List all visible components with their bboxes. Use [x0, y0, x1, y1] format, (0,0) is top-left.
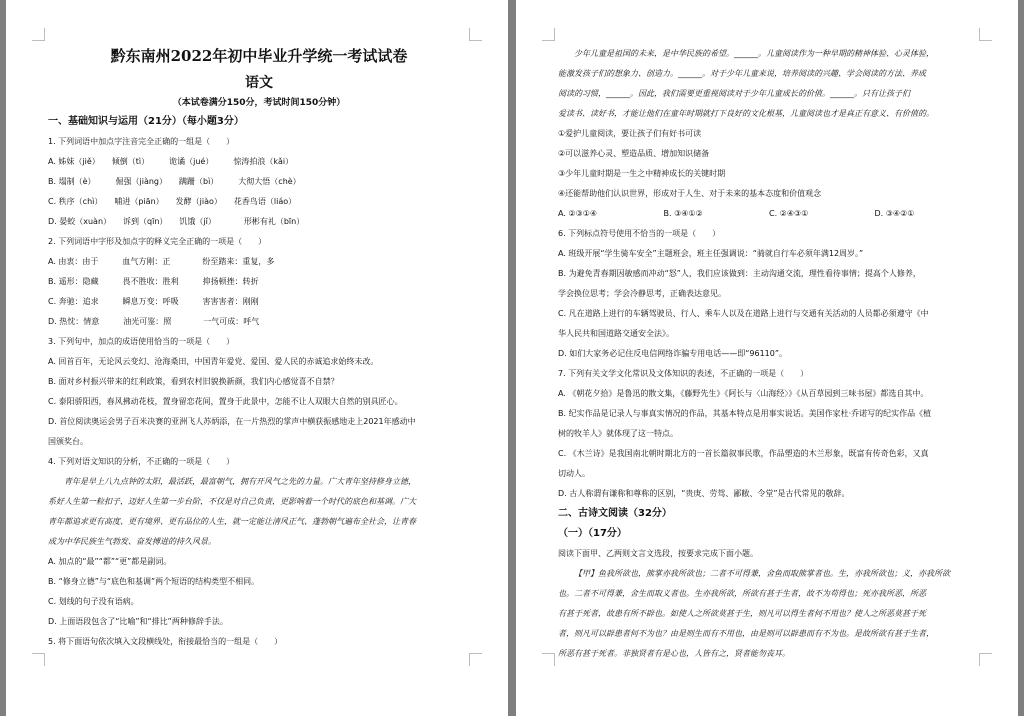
- option-b: B. ③④①②: [663, 209, 703, 218]
- option-a: A. ②③①④: [558, 209, 598, 218]
- option-line: A. 由衷：由于 血气方刚：正 纷至踏来：重复，多: [48, 257, 275, 266]
- corner-mark: [542, 28, 555, 41]
- passage-line: 阅读的习惯，______。因此，我们需要更重视阅读对于少年儿童成长的价值。______。只有让孩子们: [558, 89, 910, 98]
- option-line: C. 凡在道路上进行的车辆驾驶员、行人、乘车人以及在道路上进行与交通有关活动的人员都必须遵守《中: [558, 309, 929, 318]
- classical-text-line: 者，则凡可以辟患者何不为也？由是则生而有不用也，由是则可以辟患而有不为也。是故所欲有甚于生者，: [558, 629, 934, 638]
- document-page-right: [516, 0, 1018, 716]
- option-line: D. 如们大家务必记住反电信网络诈骗专用电话——即“96110”。: [558, 349, 787, 358]
- option-line: A. 姊妹（jiě） 倾倒（tì） 诡谲（jué） 惊涛拍浪（kǎi）: [48, 157, 294, 166]
- classical-text-line: 也。二者不可得兼，舍生而取义者也。生亦我所欲，所欲有甚于生者，故不为苟得也；死亦我所恶，所恶: [558, 589, 926, 598]
- list-item: ①爱护儿童阅读，要让孩子们有好书可读: [558, 129, 702, 138]
- option-line: A. 回首百年，无论风云变幻、沧海桑田，中国青年爱党、爱国、爱人民的赤诚追求始终未改。: [48, 357, 379, 366]
- corner-mark: [469, 28, 482, 41]
- option-line: 华人民共和国道路交通安全法》。: [558, 329, 674, 338]
- option-line: D. 古人称谓有谦称和尊称的区别，“贵庚、劳驾、鄙敝、令堂”是古代常见的敬辞。: [558, 489, 850, 498]
- document-page-left: [6, 0, 508, 716]
- option-line: C. 划线的句子没有语病。: [48, 597, 139, 606]
- question-stem: 6. 下列标点符号使用不恰当的一项是（ ）: [558, 229, 721, 238]
- list-item: ②可以滋养心灵、塑造品质、增加知识储备: [558, 149, 710, 158]
- option-line: B. “修身立德”与“底色和基调”两个短语的结构类型不相同。: [48, 577, 260, 586]
- option-line: 国颁奖台。: [48, 437, 88, 446]
- passage-line: 青年都追求更有高度、更有境界、更有品位的人生，就一定能让清风正气、蓬勃朝气遍布全社会，让青春: [48, 517, 416, 526]
- passage-line: 成为中华民族生气勃发、奋发搏进的持久风景。: [48, 537, 216, 546]
- list-item: ④还能帮助他们认识世界，形成对于人生、对于未来的基本态度和价值观念: [558, 189, 822, 198]
- option-line: A. 班级开展“学生骑车安全”主题班会，班主任强调说：“骑就自行车必须年满12周岁。”: [558, 249, 864, 258]
- option-line: 切动人。: [558, 469, 590, 478]
- question-stem: 3. 下列句中，加点的成语使用恰当的一项是（ ）: [48, 337, 235, 346]
- option-line: C. 《木兰诗》是我国南北朝时期北方的一首长篇叙事民歌，作品塑造的木兰形象，既富有传奇色彩，又真: [558, 449, 929, 458]
- option-line: B. 遥形：隐藏 畏不胜收：胜利 抑扬顿挫：转折: [48, 277, 259, 286]
- corner-mark: [979, 653, 992, 666]
- option-line: 学会换位思考；学会冷静思考，正确表达意见。: [558, 289, 726, 298]
- option-line: D. 晏蛟（xuàn） 诉到（qīn） 饥饿（jǐ） 形彬有礼（bīn）: [48, 217, 305, 226]
- passage-line: 青年是早上八九点钟的太阳，最活跃，最富朝气，拥有开风气之先的力量。广大青年坚持修身立德，: [64, 477, 416, 486]
- question-stem: 7. 下列有关文学文化常识及文体知识的表述，不正确的一项是（ ）: [558, 369, 809, 378]
- left-page-content: [48, 44, 470, 652]
- option-line: B. 纪实作品是记录人与事真实情况的作品，其基本特点是用事实说话。美国作家杜·乔诺写的纪实作品《植: [558, 409, 932, 418]
- classical-text-line: 【甲】鱼我所欲也，熊掌亦我所欲也；二者不可得兼，舍鱼而取熊掌者也。生，亦我所欲也；义，亦我所欲: [574, 569, 950, 578]
- corner-mark: [979, 28, 992, 41]
- question-stem: 2. 下列词语中字形及加点字的释义完全正确的一项是（ ）: [48, 237, 267, 246]
- question-stem: 4. 下列对语文知识的分析，不正确的一项是（ ）: [48, 457, 235, 466]
- option-d: D. ③④②①: [874, 209, 915, 218]
- classical-text-line: 所恶有甚于死者。非独贤者有是心也，人皆有之，贤者能勿丧耳。: [558, 649, 790, 658]
- exam-title: 黔东南州2022年初中毕业升学统一考试试卷: [110, 47, 408, 65]
- passage-line: 爱读书、读好书，才能让他们在童年时期就打下良好的文化根基，儿童阅读也才是真正有意义、有价值的。: [558, 109, 934, 118]
- classical-text-line: 有甚于死者，故患有所不辟也。如使人之所欲莫甚于生，则凡可以得生者何不用也？使人之所恶莫甚于死: [558, 609, 926, 618]
- option-line: C. 秩序（chì） 哺进（piān） 发酵（jiào） 花香鸟语（liáo）: [48, 197, 297, 206]
- corner-mark: [542, 653, 555, 666]
- option-line: B. 面对乡村振兴带来的红利政策，看到农村旧貌换新颜，我们内心感觉喜不自禁？: [48, 377, 339, 386]
- exam-subject: 语文: [245, 75, 273, 91]
- corner-mark: [469, 653, 482, 666]
- section-heading: 一、基础知识与运用（21分）（每小题3分）: [48, 116, 244, 127]
- option-c: C. ②④③①: [769, 209, 809, 218]
- option-line: C. 泰阳骄阳西，春风拂动花枝，置身留恋花间，置身于此景中，怎能不让人双眼大自然的别具匠心。: [48, 397, 403, 406]
- instruction-line: 阅读下面甲、乙两则文言文选段，按要求完成下面小题。: [558, 549, 758, 558]
- passage-line: 少年儿童是祖国的未来，是中华民族的希望。______。儿童阅读作为一种早期的精神体验、心灵体验，: [574, 49, 934, 58]
- answer-options-row: [558, 204, 980, 224]
- option-line: D. 热忱：情意 油光可鉴：照 一气可成：呼气: [48, 317, 260, 326]
- exam-note: （本试卷满分150分，考试时间150分钟）: [172, 98, 346, 108]
- option-line: 树的牧羊人》就体现了这一特点。: [558, 429, 678, 438]
- option-line: A. 加点的“最”“都”“更”都是副词。: [48, 557, 172, 566]
- corner-mark: [32, 653, 45, 666]
- subsection-heading: （一）（17分）: [558, 528, 627, 539]
- option-line: B. 塌制（è） 倔强（jiàng） 蹒跚（bì） 大彻大悟（chè）: [48, 177, 301, 186]
- option-line: D. 上面语段包含了“比喻”和“排比”两种修辞手法。: [48, 617, 228, 626]
- section-heading: 二、古诗文阅读（32分）: [558, 508, 672, 519]
- passage-line: 系好人生第一粒扣子，迈好人生第一步台阶，不仅是对自己负责，更影响着一个时代的底色和基调。广大: [48, 497, 416, 506]
- passage-line: 能激发孩子们的想象力、创造力。______。对于少年儿童来说，培养阅读的兴趣、学会阅读的方法、养成: [558, 69, 926, 78]
- option-line: C. 奔驰：追求 瞬息万变：呼吸 害害害者：刚刚: [48, 297, 259, 306]
- option-line: D. 首位阅读奥运会男子百米决赛的亚洲飞人苏炳添，在一片热烈的掌声中横获振感地走上2021年感动中: [48, 417, 416, 426]
- corner-mark: [32, 28, 45, 41]
- question-stem: 1. 下列词语中加点字注音完全正确的一组是（ ）: [48, 137, 235, 146]
- right-page-content: [558, 44, 980, 664]
- option-line: B. 为避免青春期因敏感而冲动“怒”人，我们应该做到：主动沟通交流，理性看待事情；提高个人修养，: [558, 269, 921, 278]
- question-stem: 5. 将下面语句依次填入文段横线处，衔接最恰当的一组是（ ）: [48, 637, 283, 646]
- list-item: ③少年儿童时期是一生之中精神成长的关键时期: [558, 169, 726, 178]
- option-line: A. 《朝花夕拾》是鲁迅的散文集，《藤野先生》《阿长与〈山海经〉》《从百草园到三味书屋》都选自其中。: [558, 389, 929, 398]
